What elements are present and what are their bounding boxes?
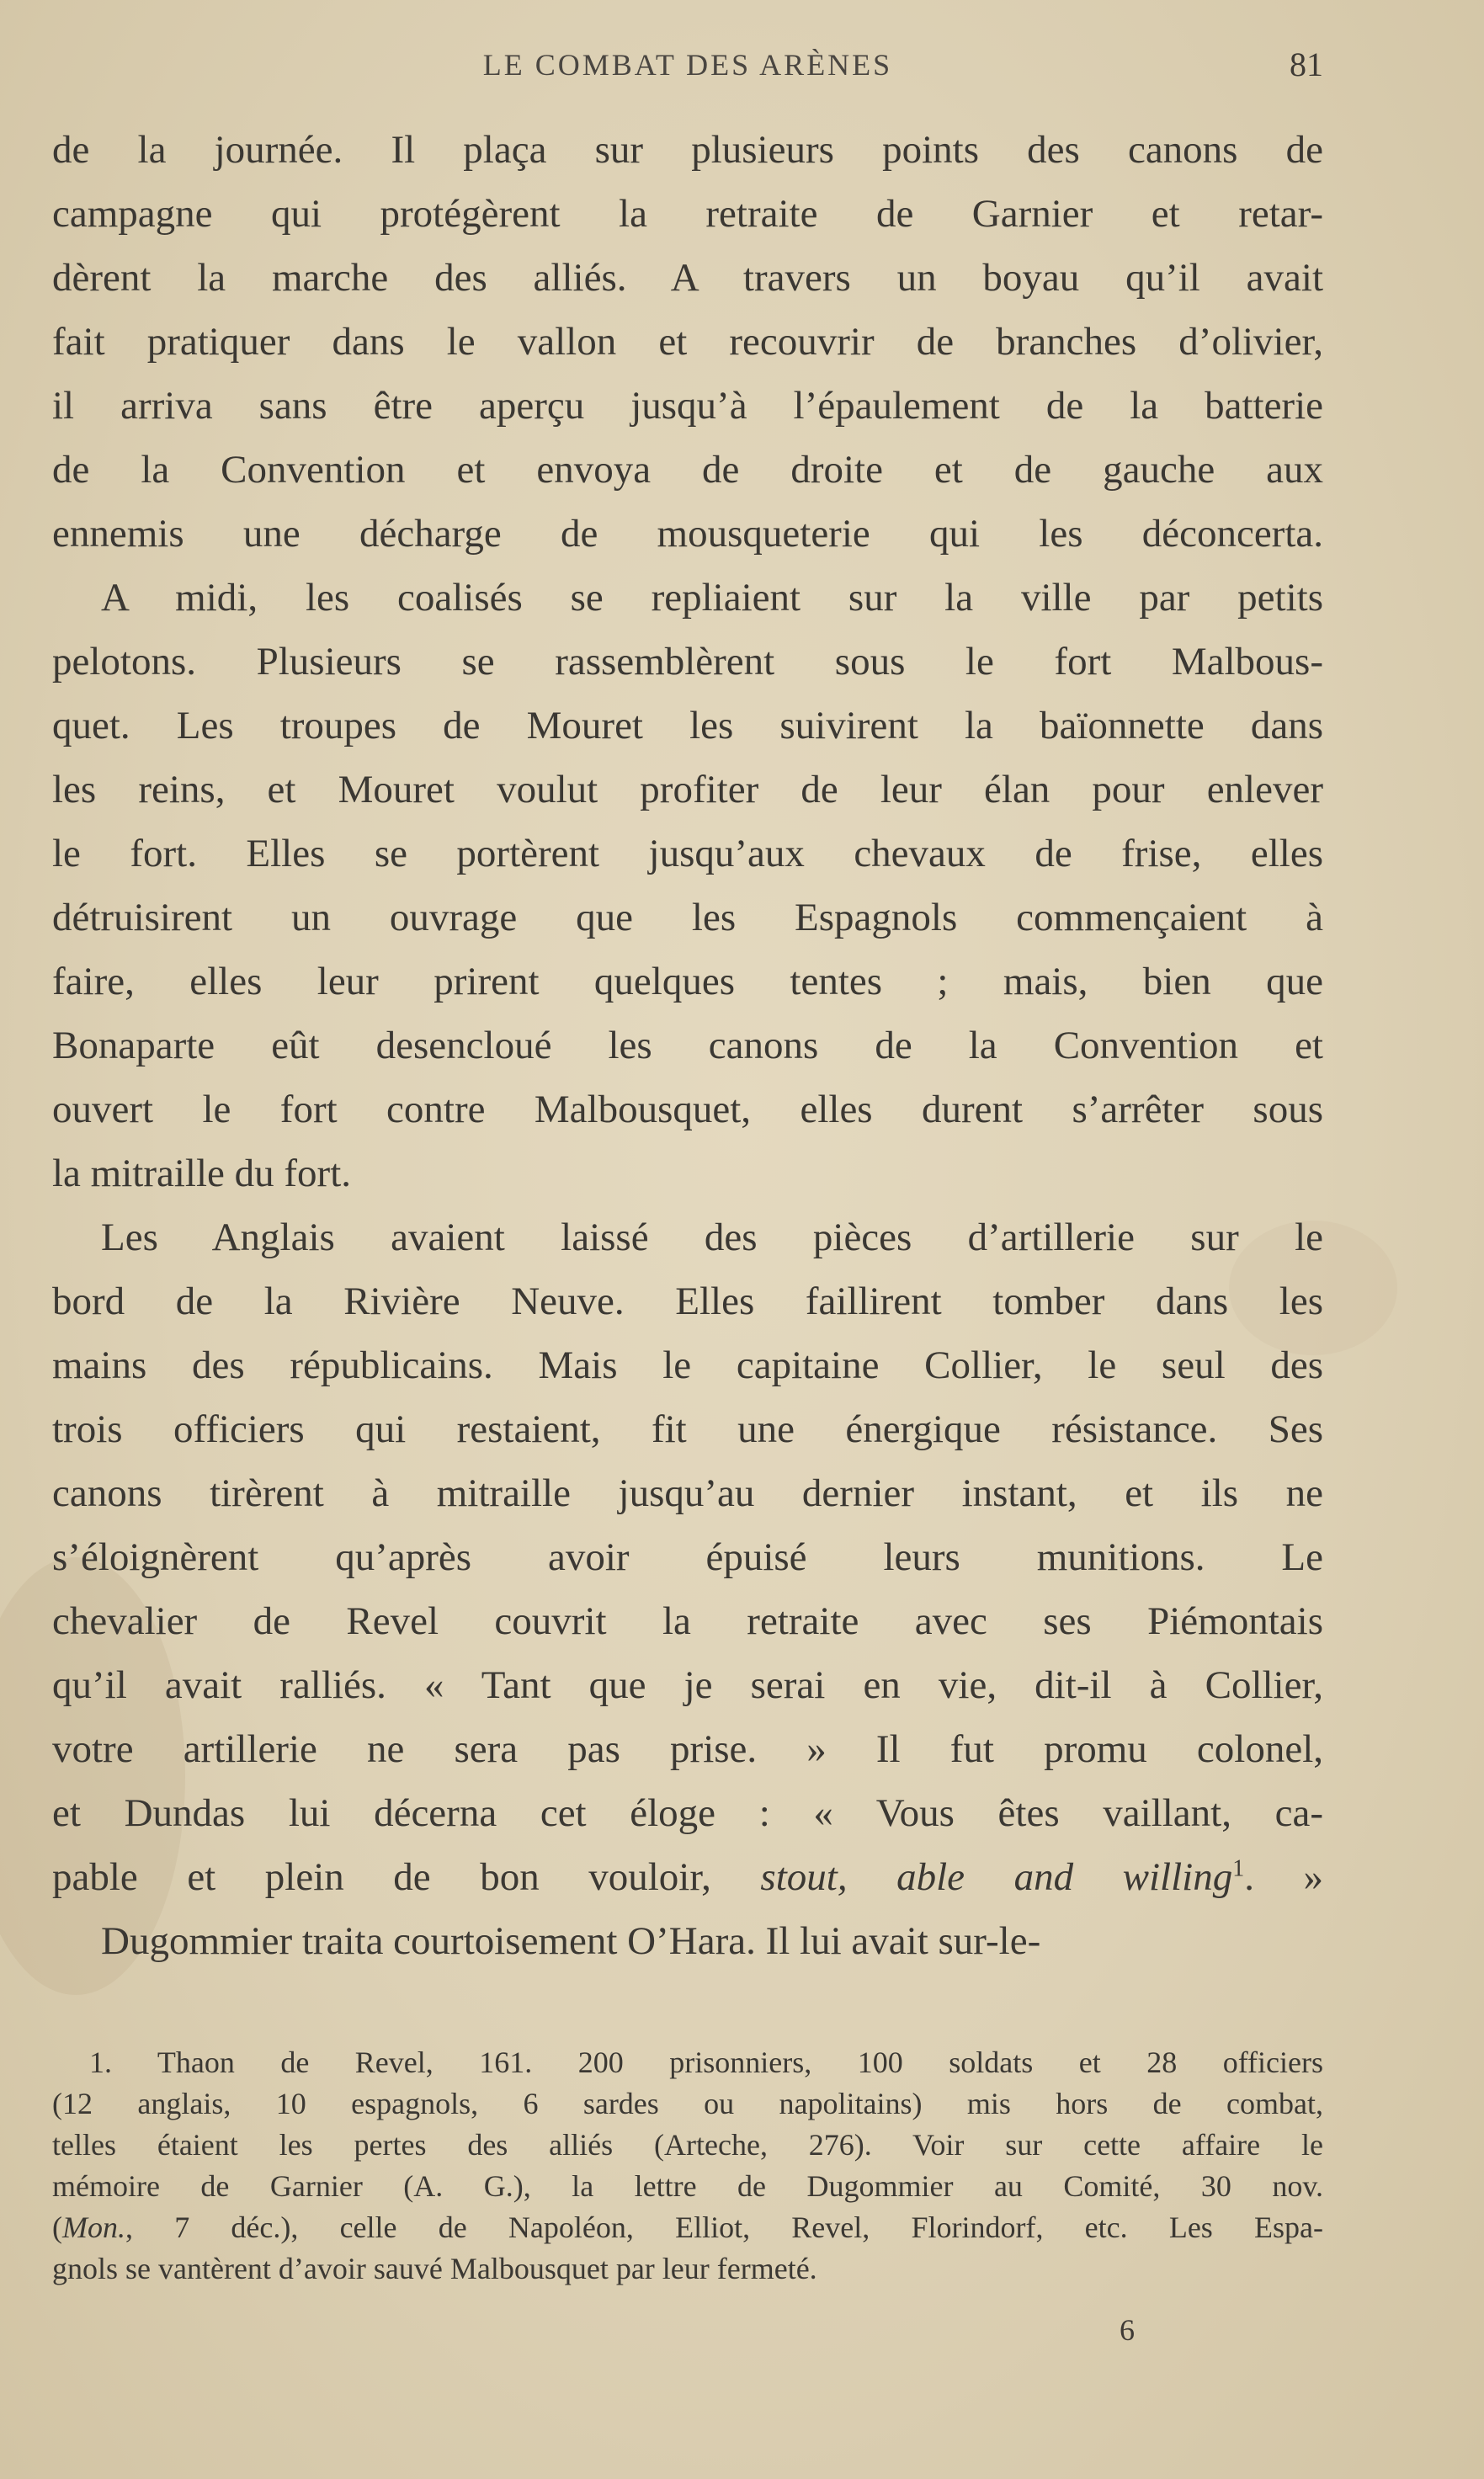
text-line: votre artillerie ne sera pas prise. » Il fut promu colonel, [52, 1727, 1323, 1771]
english-quote: stout, able and willing [760, 1855, 1233, 1899]
text-line: Dugommier traita courtoisement O’Hara. Il lui avait sur-le- [101, 1919, 1041, 1963]
footnote-line [52, 2207, 1323, 2248]
text-line [52, 1845, 1323, 1909]
text-line: pelotons. Plusieurs se rassemblèrent sous le fort Malbous- [52, 640, 1323, 684]
footnote-line: mémoire de Garnier (A. G.), la lettre de Dugommier au Comité, 30 nov. [52, 2169, 1323, 2203]
text-line: A midi, les coalisés se repliaient sur la ville par petits [101, 576, 1323, 620]
text-line: la mitraille du fort. [52, 1152, 352, 1195]
text-line: le fort. Elles se portèrent jusqu’aux chevaux de frise, elles [52, 832, 1323, 875]
text-line: Les Anglais avaient laissé des pièces d’artillerie sur le [101, 1216, 1323, 1259]
text-line: il arriva sans être aperçu jusqu’à l’épaulement de la batterie [52, 384, 1323, 428]
signature-mark: 6 [1120, 2313, 1135, 2347]
body-text [52, 118, 1323, 1973]
text-line: quet. Les troupes de Mouret les suivirent la baïonnette dans [52, 704, 1323, 747]
text-line: Bonaparte eût desencloué les canons de la Convention et [52, 1024, 1323, 1067]
text-line: campagne qui protégèrent la retraite de Garnier et retar- [52, 192, 1323, 236]
text-line: ouvert le fort contre Malbousquet, elles durent s’arrêter sous [52, 1088, 1323, 1131]
text-line: canons tirèrent à mitraille jusqu’au dernier instant, et ils ne [52, 1471, 1323, 1515]
text-line: les reins, et Mouret voulut profiter de leur élan pour enlever [52, 768, 1323, 811]
text-line: trois officiers qui restaient, fit une énergique résistance. Ses [52, 1407, 1323, 1451]
text-line: et Dundas lui décerna cet éloge : « Vous êtes vaillant, ca- [52, 1791, 1323, 1835]
text-line: s’éloignèrent qu’après avoir épuisé leurs munitions. Le [52, 1535, 1323, 1579]
text-line: de la Convention et envoya de droite et de gauche aux [52, 448, 1323, 492]
text-line: bord de la Rivière Neuve. Elles faillirent tomber dans les [52, 1279, 1323, 1323]
text-run: , 7 déc.), celle de Napoléon, Elliot, Revel, Florindorf, etc. Les Espa- [125, 2210, 1323, 2244]
footnote-line: (12 anglais, 10 espagnols, 6 sardes ou napolitains) mis hors de combat, [52, 2087, 1323, 2120]
footnote-line: telles étaient les pertes des alliés (Arteche, 276). Voir sur cette affaire le [52, 2128, 1323, 2162]
text-line: détruisirent un ouvrage que les Espagnols commençaient à [52, 896, 1323, 939]
footnote-line: 1. Thaon de Revel, 161. 200 prisonniers, 100 soldats et 28 officiers [89, 2045, 1323, 2079]
text-line: faire, elles leur prirent quelques tentes ; mais, bien que [52, 960, 1323, 1003]
text-line: mains des républicains. Mais le capitaine Collier, le seul des [52, 1343, 1323, 1387]
text-line: fait pratiquer dans le vallon et recouvrir de branches d’olivier, [52, 320, 1323, 364]
text-line: ennemis une décharge de mousqueterie qui les déconcerta. [52, 512, 1323, 556]
page-number: 81 [1290, 45, 1323, 83]
running-head [52, 44, 1323, 86]
footnote-line: gnols se vantèrent d’avoir sauvé Malbousquet par leur fermeté. [52, 2252, 817, 2285]
text-run: ( [52, 2210, 62, 2244]
text-run: . » [1244, 1855, 1323, 1899]
text-line: dèrent la marche des alliés. A travers un boyau qu’il avait [52, 256, 1323, 300]
text-line: de la journée. Il plaça sur plusieurs points des canons de [52, 128, 1323, 172]
text-run: pable et plein de bon vouloir, [52, 1855, 761, 1899]
text-line: chevalier de Revel couvrit la retraite avec ses Piémontais [52, 1599, 1323, 1643]
text-line: qu’il avait ralliés. « Tant que je serai en vie, dit-il à Collier, [52, 1663, 1323, 1707]
running-title: LE COMBAT DES ARÈNES [482, 48, 893, 82]
source-abbrev: Mon. [62, 2210, 125, 2244]
footnotes [52, 2042, 1323, 2290]
footnote-ref: 1 [1232, 1855, 1245, 1882]
